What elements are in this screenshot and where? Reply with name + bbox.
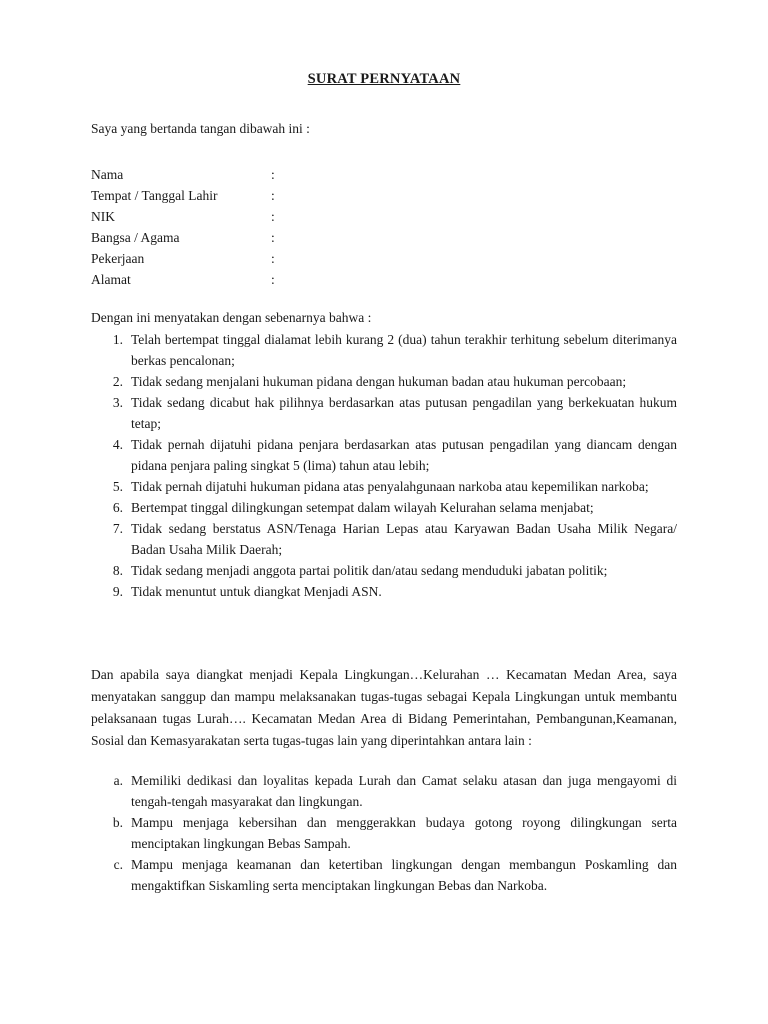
commitment-paragraph: Dan apabila saya diangkat menjadi Kepala Lingkungan…Kelurahan … Kecamatan Medan Area, saya menyatakan sanggup dan mampu melaksanakan tugas-tugas sebagai Kepala Lingkungan untuk membantu pelaksanaan tugas Lurah…. Kecamatan Medan Area di Bidang Pemerintahan, Pembangunan,Keamanan, Sosial dan Kemasyarakatan serta tugas-tugas lain yang diperintahkan antara lain : [91, 667, 677, 748]
field-colon: : [271, 188, 275, 203]
list-item-text: Mampu menjaga keamanan dan ketertiban lingkungan dengan membangun Poskamling dan mengaktifkan Siskamling serta menciptakan lingkungan Bebas dan Narkoba. [131, 857, 677, 893]
field-row-nik [91, 206, 283, 227]
list-item [91, 854, 677, 896]
list-item-text: Tidak sedang dicabut hak pilihnya berdasarkan atas putusan pengadilan yang berkekuatan hukum tetap; [131, 395, 677, 431]
list-item-text: Tidak sedang menjalani hukuman pidana dengan hukuman badan atau hukuman percobaan; [131, 374, 627, 389]
list-marker: 4. [112, 437, 123, 452]
list-item [91, 560, 677, 581]
field-row-pekerjaan [91, 248, 283, 269]
list-item [91, 371, 677, 392]
list-marker: 3. [112, 395, 123, 410]
statement-list [91, 329, 677, 602]
field-label: Tempat / Tanggal Lahir [91, 188, 218, 203]
list-item [91, 770, 677, 812]
field-row-alamat [91, 269, 283, 290]
list-item-text: Memiliki dedikasi dan loyalitas kepada Lurah dan Camat selaku atasan dan juga mengayomi di tengah-tengah masyarakat dan lingkungan. [131, 773, 677, 809]
field-colon: : [271, 272, 275, 287]
list-marker: 2. [112, 374, 123, 389]
list-item [91, 497, 677, 518]
list-item [91, 392, 677, 434]
duty-list [91, 770, 677, 896]
list-item [91, 812, 677, 854]
field-row-tempat-tanggal-lahir [91, 185, 283, 206]
list-marker: 9. [112, 584, 123, 599]
field-label: Nama [91, 167, 124, 182]
intro-text: Saya yang bertanda tangan dibawah ini : [91, 121, 310, 136]
list-item [91, 329, 677, 371]
list-item-text: Tidak sedang menjadi anggota partai politik dan/atau sedang menduduki jabatan politik; [131, 563, 608, 578]
list-item-text: Mampu menjaga kebersihan dan menggerakkan budaya gotong royong dilingkungan serta menciptakan lingkungan Bebas Sampah. [131, 815, 677, 851]
list-item-text: Tidak pernah dijatuhi hukuman pidana atas penyalahgunaan narkoba atau kepemilikan narkoba; [131, 479, 649, 494]
list-marker: b. [112, 815, 123, 830]
field-label: Bangsa / Agama [91, 230, 180, 245]
field-label: NIK [91, 209, 115, 224]
list-marker: 1. [112, 332, 123, 347]
list-item [91, 581, 677, 602]
list-item-text: Tidak pernah dijatuhi pidana penjara berdasarkan atas putusan pengadilan yang diancam dengan pidana penjara paling singkat 5 (lima) tahun atau lebih; [131, 437, 677, 473]
list-item [91, 518, 677, 560]
list-marker: c. [113, 857, 123, 872]
list-item-text: Tidak sedang berstatus ASN/Tenaga Harian Lepas atau Karyawan Badan Usaha Milik Negara/ Badan Usaha Milik Daerah; [131, 521, 677, 557]
field-row-bangsa-agama [91, 227, 283, 248]
list-item-text: Telah bertempat tinggal dialamat lebih kurang 2 (dua) tahun terakhir terhitung sebelum diterimanya berkas pencalonan; [131, 332, 677, 368]
field-label: Alamat [91, 272, 131, 287]
list-item-text: Tidak menuntut untuk diangkat Menjadi ASN. [131, 584, 382, 599]
document-title: SURAT PERNYATAAN [307, 71, 461, 87]
field-colon: : [271, 209, 275, 224]
list-marker: 7. [112, 521, 123, 536]
list-marker: 8. [112, 563, 123, 578]
list-marker: a. [113, 773, 123, 788]
declaration-text: Dengan ini menyatakan dengan sebenarnya bahwa : [91, 310, 372, 325]
list-item [91, 434, 677, 476]
identity-fields [91, 164, 283, 290]
list-item-text: Bertempat tinggal dilingkungan setempat dalam wilayah Kelurahan selama menjabat; [131, 500, 594, 515]
field-colon: : [271, 167, 275, 182]
field-row-nama [91, 164, 283, 185]
field-label: Pekerjaan [91, 251, 145, 266]
field-colon: : [271, 230, 275, 245]
list-marker: 6. [112, 500, 123, 515]
list-item [91, 476, 677, 497]
list-marker: 5. [112, 479, 123, 494]
field-colon: : [271, 251, 275, 266]
